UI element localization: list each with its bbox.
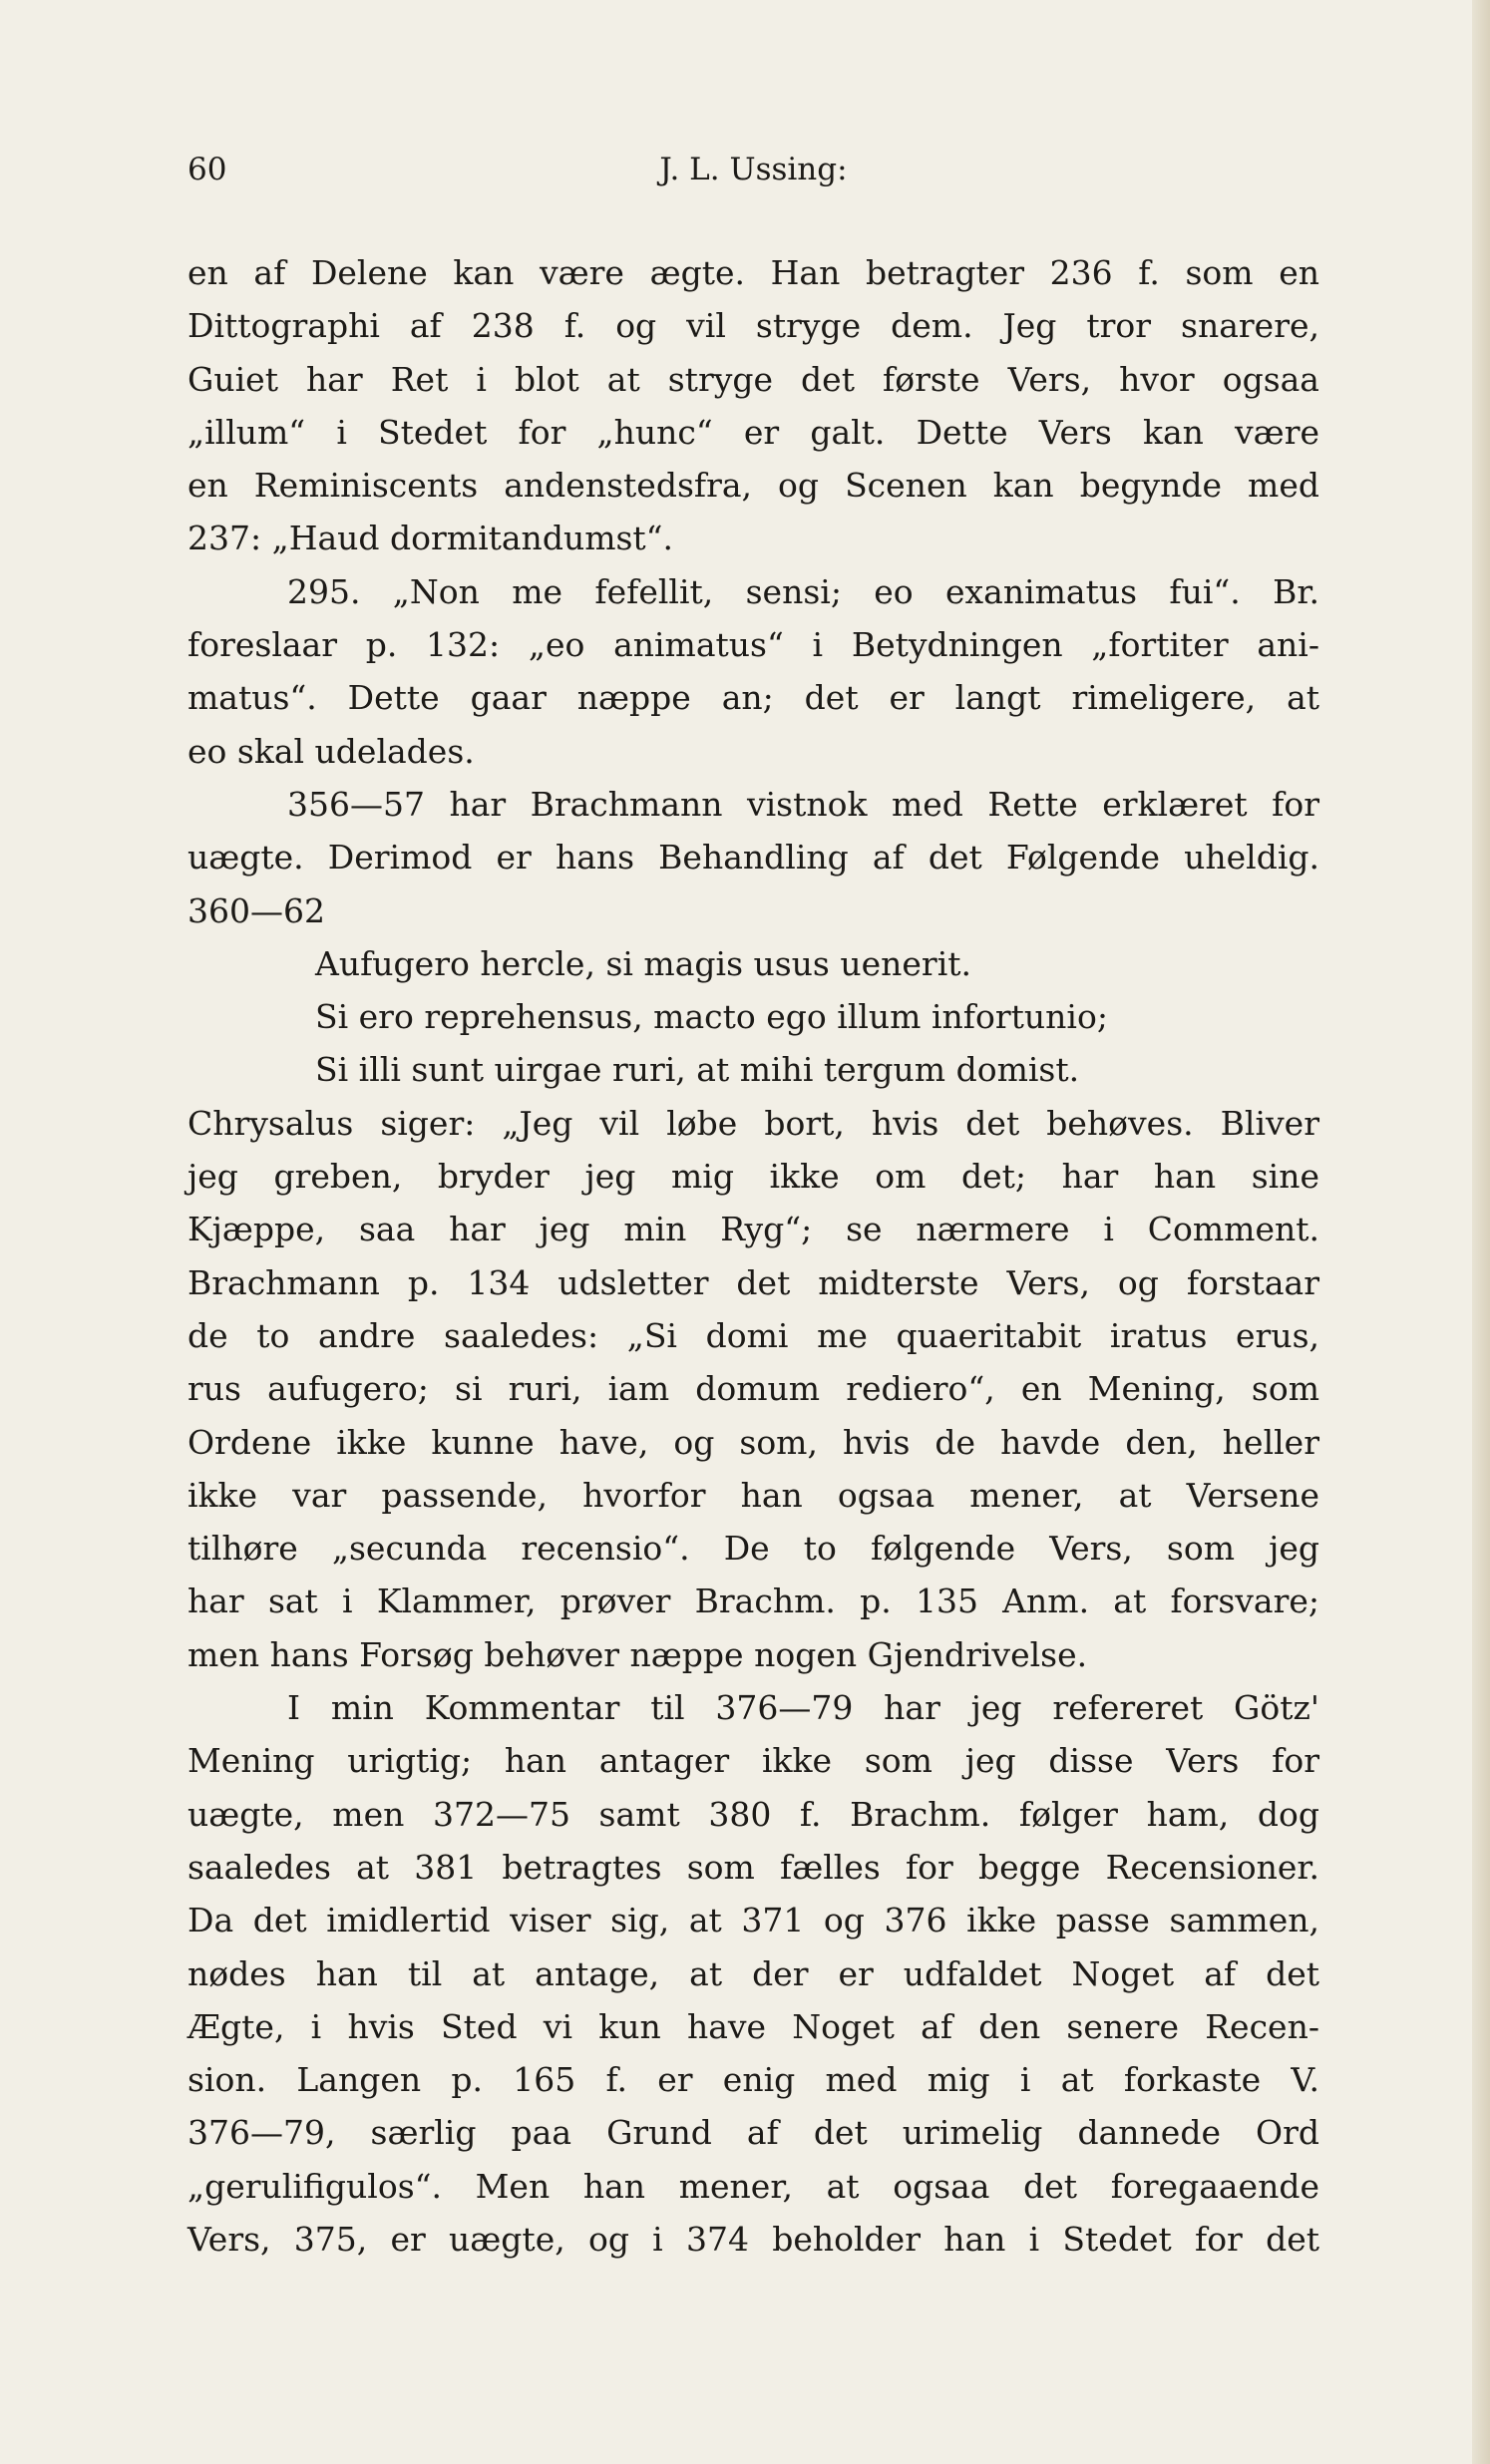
text-line: uægte, men 372—75 samt 380 f. Brachm. følger ham, dog bbox=[187, 1794, 1319, 1834]
text-line: men hans Forsøg behøver næppe nogen Gjendrivelse. bbox=[187, 1634, 1088, 1674]
text-line: 295. „Non me fefellit, sensi; eo exanimatus fui“. Br. bbox=[287, 571, 1319, 611]
text-line: en af Delene kan være ægte. Han betragter 236 f. som en bbox=[187, 253, 1319, 292]
text-line: en Reminiscents andenstedsfra, og Scenen kan begynde med bbox=[187, 466, 1319, 506]
text-line: matus“. Dette gaar næppe an; det er langt rimeligere, at bbox=[187, 678, 1319, 718]
text-line: 376—79, særlig paa Grund af det urimelig dannede Ord bbox=[187, 2113, 1319, 2153]
text-line: 360—62 bbox=[187, 890, 325, 930]
text-line: nødes han til at antage, at der er udfaldet Noget af det bbox=[187, 1953, 1319, 1993]
page-header bbox=[187, 152, 1319, 191]
text-line: tilhøre „secunda recensio“. De to følgende Vers, som jeg bbox=[187, 1529, 1319, 1569]
running-head: J. L. Ussing: bbox=[659, 152, 848, 187]
text-line: Kjæppe, saa har jeg min Ryg“; se nærmere i Comment. bbox=[187, 1210, 1319, 1249]
verse-line: Si illi sunt uirgae ruri, at mihi tergum domist. bbox=[315, 1050, 1080, 1090]
text-line: saaledes at 381 betragtes som fælles for begge Recensioner. bbox=[187, 1847, 1319, 1887]
text-line: Vers, 375, er uægte, og i 374 beholder han i Stedet for det bbox=[187, 2219, 1319, 2259]
text-line: Mening urigtig; han antager ikke som jeg disse Vers for bbox=[187, 1741, 1319, 1781]
text-line: Da det imidlertid viser sig, at 371 og 376 ikke passe sammen, bbox=[187, 1901, 1319, 1940]
text-line: jeg greben, bryder jeg mig ikke om det; har han sine bbox=[187, 1157, 1319, 1197]
verse-line: Si ero reprehensus, macto ego illum infortunio; bbox=[315, 997, 1108, 1037]
page-edge-shadow bbox=[1472, 0, 1490, 2464]
text-line: Ægte, i hvis Sted vi kun have Noget af den senere Recen- bbox=[187, 2006, 1319, 2046]
text-line: Ordene ikke kunne have, og som, hvis de havde den, heller bbox=[187, 1422, 1319, 1462]
text-line: rus aufugero; si ruri, iam domum rediero“, en Mening, som bbox=[187, 1369, 1319, 1409]
text-line: eo skal udelades. bbox=[187, 731, 475, 771]
text-line: uægte. Derimod er hans Behandling af det Følgende uheldig. bbox=[187, 838, 1319, 878]
text-line: Guiet har Ret i blot at stryge det første Vers, hvor ogsaa bbox=[187, 359, 1319, 399]
text-line: I min Kommentar til 376—79 har jeg refereret Götz' bbox=[287, 1688, 1319, 1728]
text-line: ikke var passende, hvorfor han ogsaa mener, at Versene bbox=[187, 1475, 1319, 1515]
text-line: 356—57 har Brachmann vistnok med Rette erklæret for bbox=[287, 784, 1319, 824]
text-line: 237: „Haud dormitandumst“. bbox=[187, 519, 674, 558]
text-line: Chrysalus siger: „Jeg vil løbe bort, hvis det behøves. Bliver bbox=[187, 1103, 1319, 1143]
page-number: 60 bbox=[187, 152, 227, 187]
text-line: „illum“ i Stedet for „hunc“ er galt. Dette Vers kan være bbox=[187, 412, 1319, 452]
text-line: sion. Langen p. 165 f. er enig med mig i at forkaste V. bbox=[187, 2060, 1319, 2100]
text-line: foreslaar p. 132: „eo animatus“ i Betydningen „fortiter ani- bbox=[187, 625, 1319, 665]
body-text bbox=[187, 246, 1319, 2266]
text-line: de to andre saaledes: „Si domi me quaeritabit iratus erus, bbox=[187, 1315, 1319, 1355]
text-line: „gerulifigulos“. Men han mener, at ogsaa det foregaaende bbox=[187, 2166, 1319, 2206]
text-line: har sat i Klammer, prøver Brachm. p. 135 Anm. at forsvare; bbox=[187, 1582, 1319, 1621]
text-line: Dittographi af 238 f. og vil stryge dem. Jeg tror snarere, bbox=[187, 306, 1319, 346]
verse-line: Aufugero hercle, si magis usus uenerit. bbox=[315, 943, 972, 983]
text-line: Brachmann p. 134 udsletter det midterste Vers, og forstaar bbox=[187, 1262, 1319, 1302]
